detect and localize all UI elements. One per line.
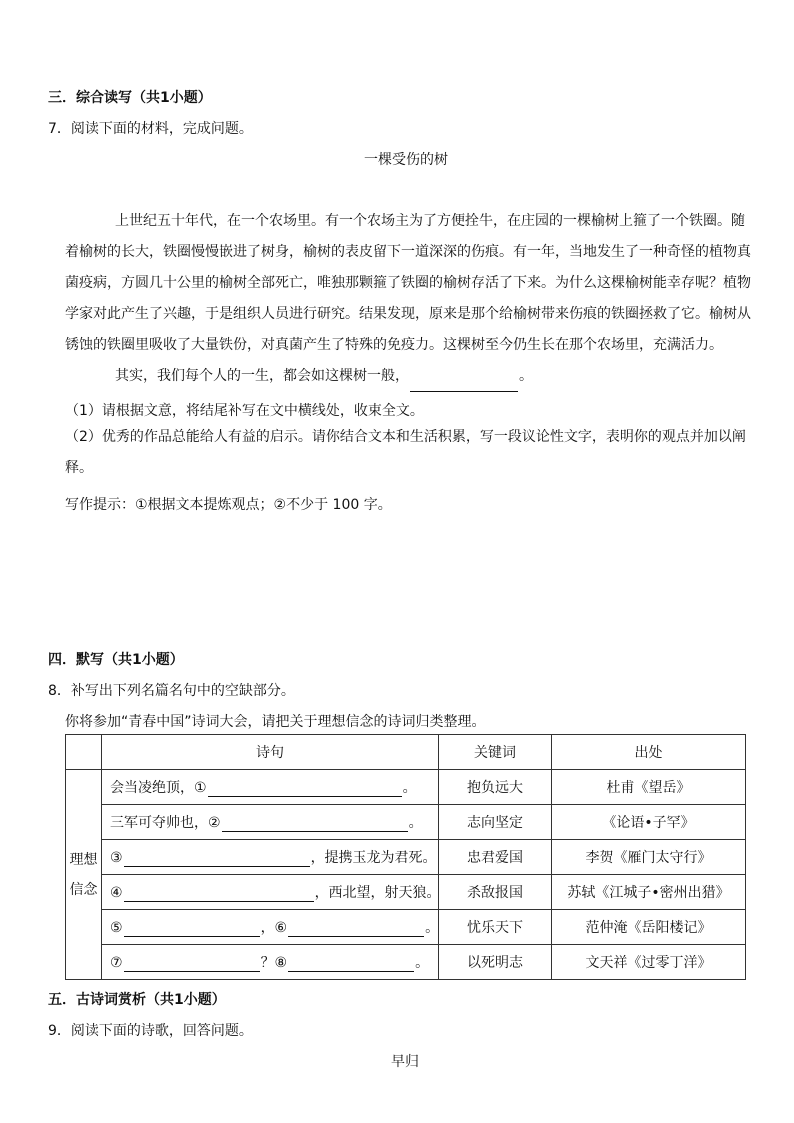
keyword-cell: 忠君爱国: [439, 840, 552, 875]
table-header-row: [66, 735, 746, 770]
paragraph-line: 锈蚀的铁圈里吸收了大量铁份，对真菌产生了特殊的免疫力。这棵树至今仍生长在那个农场里，充满活力。: [65, 337, 723, 353]
verse-text: ④: [110, 885, 123, 901]
sub-question-2: [65, 422, 746, 484]
verse-text: ，提携玉龙为君死。: [310, 850, 437, 866]
poem-title: 早归: [391, 1054, 419, 1070]
verse-cell: [102, 770, 439, 805]
verse-text: 。: [402, 780, 417, 796]
table-row: [66, 805, 746, 840]
table-row: [66, 875, 746, 910]
section4-heading: 四．默写（共1小题）: [48, 652, 184, 668]
table-row: [66, 945, 746, 980]
verse-text: 会当凌绝顶，①: [110, 780, 207, 796]
paragraph-line: 着榆树的长大，铁圈慢慢嵌进了树身，榆树的表皮留下一道深深的伤痕。有一年，当地发生了一种奇怪的植物真: [65, 244, 751, 260]
category-cell: [66, 770, 102, 980]
verse-text: ，⑥: [260, 920, 288, 936]
verse-text: 。: [425, 920, 440, 936]
question-7-prompt: 7．阅读下面的材料，完成问题。: [48, 121, 253, 137]
source-cell: 李贺《雁门太守行》: [552, 840, 746, 875]
article-paragraph-2: [115, 361, 533, 392]
verse-text: 三军可夺帅也，②: [110, 815, 221, 831]
article-title: 一棵受伤的树: [364, 152, 448, 168]
header-keyword: 关键词: [439, 735, 552, 770]
category-label-line: 理想: [69, 851, 98, 868]
verse-cell: [102, 805, 439, 840]
question-8-prompt: 8．补写出下列名篇名句中的空缺部分。: [48, 683, 295, 699]
sub-question-2-line: 释。: [65, 460, 93, 476]
header-source: 出处: [552, 735, 746, 770]
paragraph-line: 菌疫病，方圆几十公里的榆树全部死亡，唯独那颗箍了铁圈的榆树存活了下来。为什么这棵榆树能幸存呢？植物: [65, 275, 751, 291]
source-cell: 苏轼《江城子•密州出猎》: [552, 875, 746, 910]
keyword-cell: 志向坚定: [439, 805, 552, 840]
source-cell: 范仲淹《岳阳楼记》: [552, 910, 746, 945]
verse-text: ③: [110, 850, 123, 866]
sub-question-1: （1）请根据文意，将结尾补写在文中横线处，收束全文。: [65, 403, 424, 419]
verse-text: 。: [408, 815, 423, 831]
poetry-table: [65, 734, 746, 980]
keyword-cell: 以死明志: [439, 945, 552, 980]
blank-3[interactable]: [124, 852, 310, 867]
table-header-empty: [66, 735, 102, 770]
table-row: [66, 910, 746, 945]
source-cell: 《论语•子罕》: [552, 805, 746, 840]
blank-7[interactable]: [124, 957, 260, 972]
verse-cell: [102, 840, 439, 875]
question-8-intro: 你将参加“青春中国”诗词大会，请把关于理想信念的诗词归类整理。: [65, 714, 486, 730]
verse-text: ⑦: [110, 955, 123, 971]
blank-2[interactable]: [222, 817, 408, 832]
blank-4[interactable]: [124, 887, 314, 902]
source-cell: 杜甫《望岳》: [552, 770, 746, 805]
writing-tip: 写作提示：①根据文本提炼观点；②不少于 100 字。: [65, 497, 392, 513]
table-row: [66, 840, 746, 875]
paragraph-2-text: 其实，我们每个人的一生，都会如这棵树一般，: [115, 368, 409, 384]
section5-heading: 五．古诗词赏析（共1小题）: [48, 992, 226, 1008]
verse-text: ⑤: [110, 920, 123, 936]
answer-blank[interactable]: [410, 377, 518, 392]
table-row: [66, 770, 746, 805]
question-9-prompt: 9．阅读下面的诗歌，回答问题。: [48, 1023, 253, 1039]
source-cell: 文天祥《过零丁洋》: [552, 945, 746, 980]
blank-5[interactable]: [124, 922, 260, 937]
keyword-cell: 忧乐天下: [439, 910, 552, 945]
verse-text: 。: [415, 955, 430, 971]
paragraph-2-end: 。: [519, 368, 533, 384]
verse-cell: [102, 945, 439, 980]
section3-heading: 三．综合读写（共1小题）: [48, 90, 212, 106]
article-paragraph-1: [65, 206, 751, 361]
paragraph-line: 学家对此产生了兴趣，于是组织人员进行研究。结果发现，原来是那个给榆树带来伤痕的铁圈拯救了它。榆树从: [65, 306, 751, 322]
verse-cell: [102, 875, 439, 910]
keyword-cell: 抱负远大: [439, 770, 552, 805]
blank-6[interactable]: [288, 922, 424, 937]
header-verse: 诗句: [102, 735, 439, 770]
keyword-cell: 杀敌报国: [439, 875, 552, 910]
verse-text: ？⑧: [260, 955, 288, 971]
blank-1[interactable]: [208, 782, 402, 797]
sub-question-2-line: （2）优秀的作品总能给人有益的启示。请你结合文本和生活积累，写一段议论性文字，表明你的观点并加以阐: [65, 429, 746, 445]
verse-cell: [102, 910, 439, 945]
verse-text: ，西北望，射天狼。: [314, 885, 441, 901]
category-label-line: 信念: [69, 881, 98, 898]
blank-8[interactable]: [288, 957, 414, 972]
paragraph-line: 上世纪五十年代，在一个农场里。有一个农场主为了方便拴牛，在庄园的一棵榆树上箍了一个铁圈。随: [115, 213, 745, 229]
